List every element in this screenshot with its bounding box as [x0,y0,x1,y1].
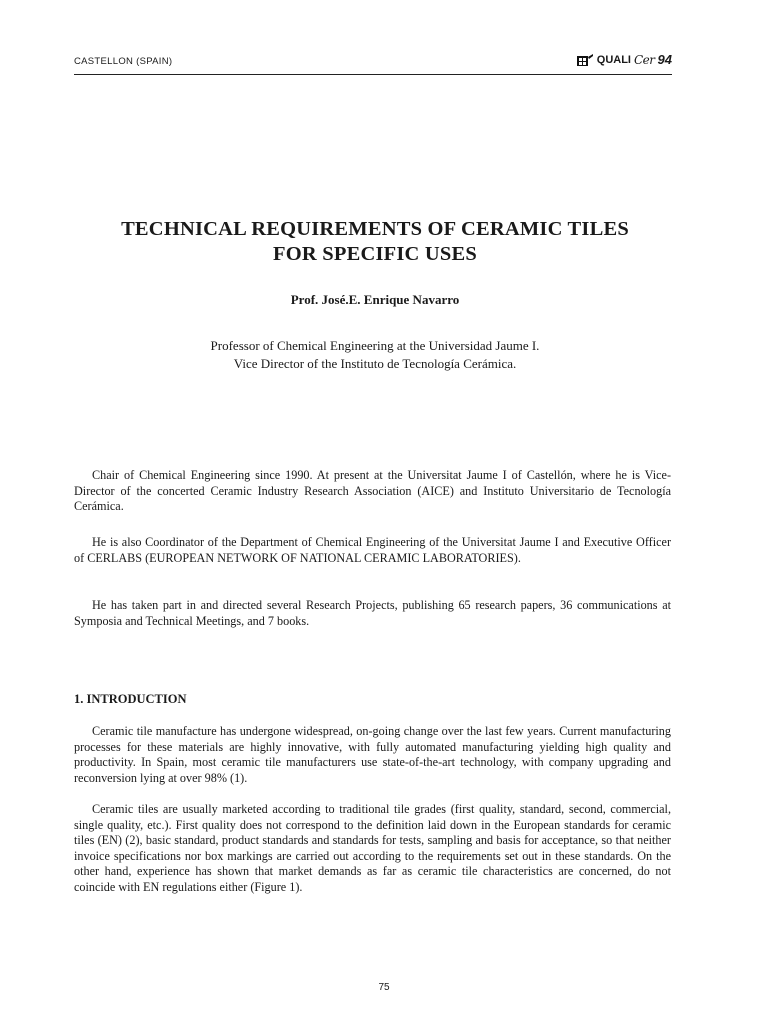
title-line-2: FOR SPECIFIC USES [273,243,477,265]
bio-paragraph-3: He has taken part in and directed several Research Projects, publishing 65 research papers, 36 communications at Symposia and Technical Meetings, and 7 books. [74,598,671,628]
bio-paragraph-2: He is also Coordinator of the Department of Chemical Engineering of the Universitat Jaume I and Executive Officer of CERLABS (EUROPEAN NETWORK OF NATIONAL CERAMIC LABORATORIES). [74,535,671,565]
affiliation-line-2: Vice Director of the Instituto de Tecnología Cerámica. [233,356,517,371]
logo-year-text: 94 [657,52,672,67]
paper-title [60,217,690,267]
affiliation-line-1: Professor of Chemical Engineering at the Universidad Jaume I. [210,338,540,353]
logo-brand-text: QUALI [596,53,631,66]
intro-paragraph-1: Ceramic tile manufacture has undergone widespread, on-going change over the last few years. Current manufacturing processes for these materials are highly innovative, with fully automated manufacturing yielding high quality and productivity. In Spain, most ceramic tile manufacturers use state-of-the-art technology, with company upgrading and reconversion lying at over 98% (1). [74,724,671,785]
page-number: 75 [378,982,390,993]
header-location: CASTELLON (SPAIN) [74,56,173,67]
qualicer-logo [576,52,672,67]
title-line-1: TECHNICAL REQUIREMENTS OF CERAMIC TILES [121,218,629,240]
author-affiliation [60,337,690,373]
bio-paragraph-1: Chair of Chemical Engineering since 1990. At present at the Universitat Jaume I of Castellón, where he is Vice-Director of the concerted Ceramic Industry Research Association (AICE) and Instituto Universitario de Tecnología Cerámica. [74,468,671,514]
running-header [74,52,672,75]
section-heading: 1. INTRODUCTION [74,692,187,706]
qualicer-logo-icon [576,53,594,67]
logo-cer-text: Cer [634,52,655,67]
intro-paragraph-2: Ceramic tiles are usually marketed according to traditional tile grades (first quality, standard, second, commercial, single quality, etc.). First quality does not correspond to the definition laid down in the European standards for ceramic tiles (EN) (2), basic standard, product standards and standards for tests, sampling and basis for acceptance, so that neither invoice specifications nor box markings are carried out according to the requirements set out in these standards. On the other hand, experience has shown that market demands as far as ceramic tile characteristics are concerned, do not coincide with EN regulations either (Figure 1). [74,802,671,894]
author-name: Prof. José.E. Enrique Navarro [290,292,460,307]
